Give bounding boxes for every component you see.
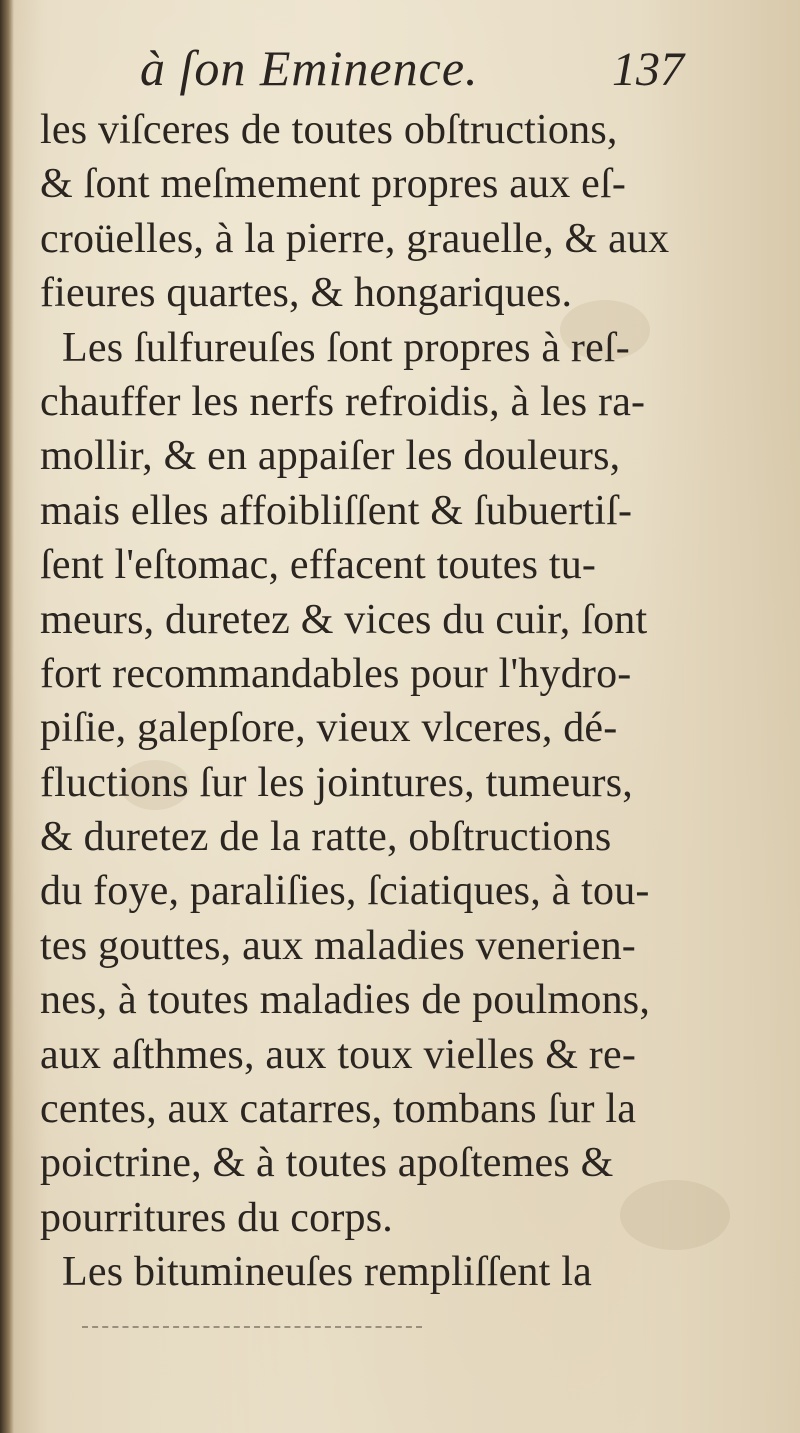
text-line: mais elles affoibliſſent & ſubuertiſ-	[40, 487, 633, 534]
running-head: à ſon Eminence.	[140, 40, 479, 96]
text-line: meurs, duretez & vices du cuir, ſont	[40, 596, 648, 643]
page-number: 137	[612, 43, 684, 96]
text-line: poictrine, & à toutes apoſtemes &	[40, 1140, 614, 1187]
text-line: nes, à toutes maladies de poulmons,	[40, 977, 651, 1024]
page-header	[0, 38, 800, 108]
text-line: fort recommandables pour l'hydro-	[40, 650, 632, 697]
page-gutter-shadow	[0, 0, 14, 1433]
text-line: fieures quartes, & hongariques.	[40, 270, 573, 317]
text-line: chauffer les nerfs refroidis, à les ra-	[40, 378, 646, 425]
text-line: les viſceres de toutes obſtructions,	[40, 107, 618, 153]
text-line: croüelles, à la pierre, grauelle, & aux	[40, 215, 670, 262]
text-line: du foye, paraliſies, ſciatiques, à tou-	[40, 868, 650, 915]
body-text	[40, 103, 740, 1300]
text-line: aux aſthmes, aux toux vielles & re-	[40, 1031, 637, 1078]
text-line: piſie, galepſore, vieux vlceres, dé-	[40, 705, 618, 752]
bottom-underline-mark	[82, 1326, 422, 1328]
text-line: & ſont meſmement propres aux eſ-	[40, 161, 627, 208]
text-line: mollir, & en appaiſer les douleurs,	[40, 433, 621, 480]
text-line: & duretez de la ratte, obſtructions	[40, 814, 612, 861]
text-line: fluctions ſur les jointures, tumeurs,	[40, 759, 633, 806]
text-line: ſent l'eſtomac, effacent toutes tu-	[40, 542, 597, 589]
text-line: Les bitumineuſes rempliſſent la	[62, 1249, 592, 1296]
text-line: Les ſulfureuſes ſont propres à reſ-	[62, 324, 630, 371]
text-line: tes gouttes, aux maladies venerien-	[40, 922, 636, 969]
text-line: pourritures du corps.	[40, 1194, 393, 1241]
text-line: centes, aux catarres, tombans ſur la	[40, 1086, 637, 1133]
